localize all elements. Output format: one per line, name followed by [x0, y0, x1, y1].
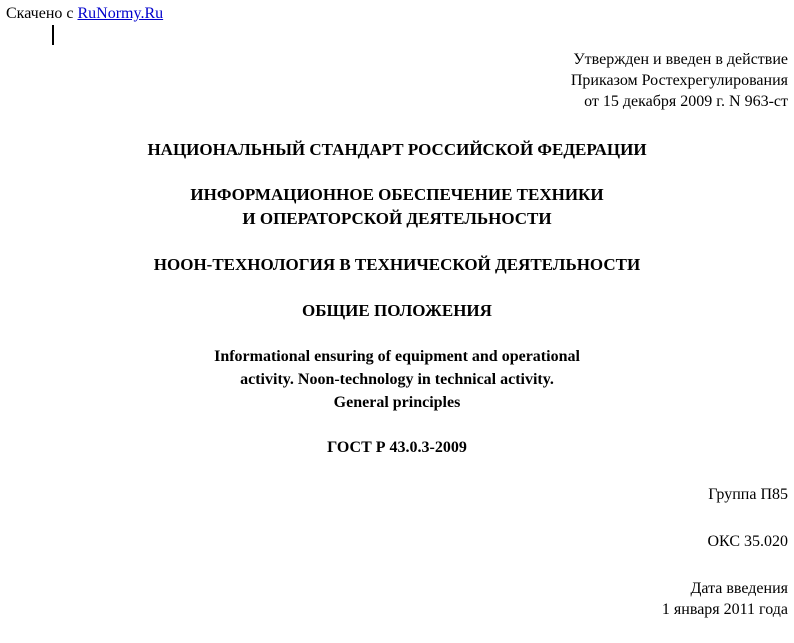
runormy-link[interactable]: RuNormy.Ru: [77, 5, 164, 22]
noon-heading: НООН-ТЕХНОЛОГИЯ В ТЕХНИЧЕСКОЙ ДЕЯТЕЛЬНОСТИ: [153, 255, 641, 274]
standard-heading: НАЦИОНАЛЬНЫЙ СТАНДАРТ РОССИЙСКОЙ ФЕДЕРАЦИИ: [147, 140, 647, 159]
oks-code: ОКС 35.020: [707, 533, 788, 550]
english-title-line-2: activity. Noon-technology in technical activity.: [240, 371, 554, 388]
english-title-line-3: General principles: [333, 394, 461, 411]
approval-block: [571, 49, 788, 112]
download-source-line: [6, 4, 163, 23]
info-heading-line-1: ИНФОРМАЦИОННОЕ ОБЕСПЕЧЕНИЕ ТЕХНИКИ: [190, 185, 604, 204]
text-cursor: [52, 25, 54, 45]
general-heading: ОБЩИЕ ПОЛОЖЕНИЯ: [302, 301, 492, 320]
approval-line-1: Утвержден и введен в действие: [573, 51, 788, 68]
info-heading-line-2: И ОПЕРАТОРСКОЙ ДЕЯТЕЛЬНОСТИ: [242, 209, 552, 228]
english-title: [0, 345, 794, 414]
english-title-line-1: Informational ensuring of equipment and operational: [214, 348, 580, 365]
gost-number: ГОСТ Р 43.0.3-2009: [327, 439, 467, 456]
download-prefix: Скачено с: [6, 5, 78, 22]
introduction-date-label: Дата введения: [690, 580, 788, 597]
approval-line-2: Приказом Ростехрегулирования: [570, 72, 788, 89]
group-code: Группа П85: [708, 486, 788, 503]
introduction-date-block: [662, 578, 788, 620]
introduction-date-value: 1 января 2011 года: [661, 601, 788, 618]
approval-line-3: от 15 декабря 2009 г. N 963-ст: [584, 93, 788, 110]
info-heading: [0, 183, 794, 231]
